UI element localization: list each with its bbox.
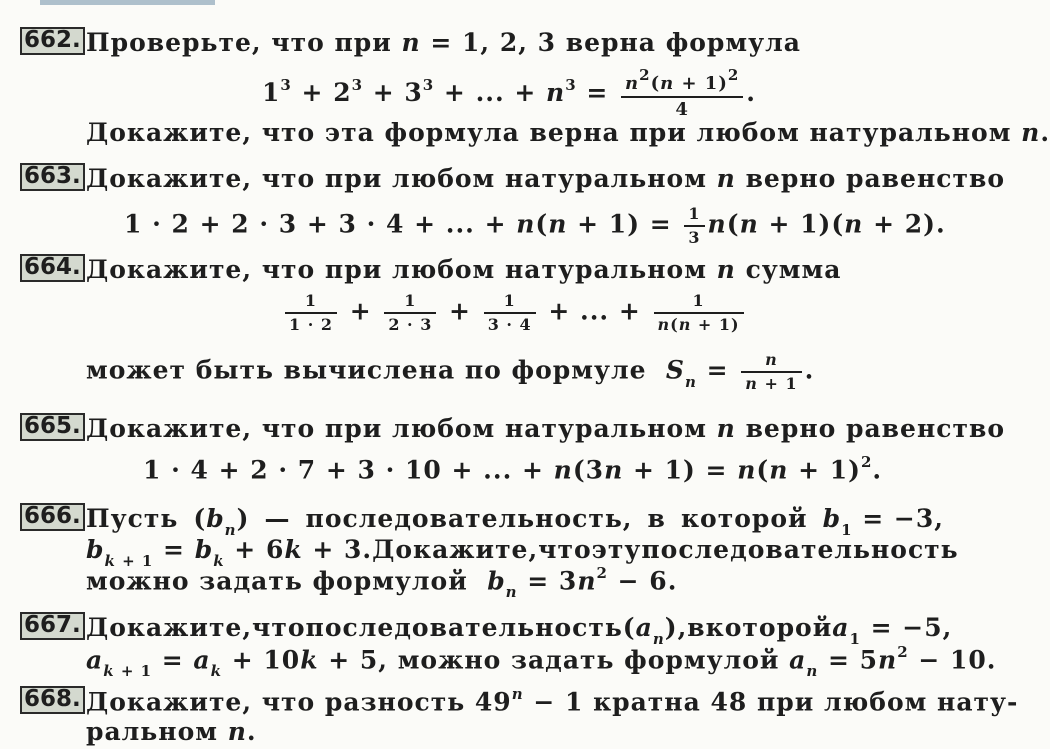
- formula-663: 1 · 2 + 2 · 3 + 3 · 4 + ... + n(n + 1) = $\frac{1}{3}$ n(n + 1)(n + 2).: [124, 204, 946, 247]
- problem-number-668: 668.: [20, 686, 85, 714]
- formula-665: 1 · 4 + 2 · 7 + 3 · 10 + ... + $n(3n + 1) = n(n + 1)^2$.: [143, 453, 883, 485]
- problem-number-667: 667.: [20, 612, 85, 640]
- problem-665-line-1: Докажите, что при любом натуральном n верно равенство: [86, 414, 1006, 443]
- problem-number-666: 666.: [20, 503, 85, 531]
- problem-662-line-1: Проверьте, что при n = 1, 2, 3 верна формула: [86, 28, 801, 57]
- problem-668-line-1: Докажите, что разность $49^n - 1$ кратна 48 при любом нату-: [86, 685, 1019, 717]
- problem-666-line-2: $b_{k + 1} = b_k + 6k + 3$. Докажите, что эту последовательность: [86, 535, 959, 570]
- problem-666-line-1: Пусть $(b_n)$ — последовательность, в которой $b_1 = -3$,: [86, 504, 944, 539]
- top-color-strip: [40, 0, 215, 5]
- problem-667-line-2: $a_{k + 1} = a_k + 10k + 5$, можно задать формулой $a_n = 5n^2 - 10$.: [86, 643, 997, 681]
- problem-664-line-3: может быть вычислена по формуле $S_n$ = $\frac{n}{n + 1}$ .: [86, 350, 815, 393]
- problem-number-662: 662.: [20, 27, 85, 55]
- problem-662-line-3: Докажите, что эта формула верна при любом натуральном n.: [86, 118, 1050, 147]
- problem-668-line-2: ральном n.: [86, 717, 257, 746]
- problem-666-line-3: можно задать формулой $b_n = 3n^2 - 6$.: [86, 564, 678, 602]
- problem-number-663: 663.: [20, 163, 85, 191]
- formula-664-sum: $\frac{1}{1 \cdot 2}$ + $\frac{1}{2 \cdot 3}$ + $\frac{1}{3 \cdot 4}$ + ... + $\frac{1}{n(n + 1)}$: [282, 293, 747, 333]
- problem-number-664: 664.: [20, 254, 85, 282]
- formula-662: $1^3 + 2^3 + 3^3$ + ... + $n^3$ = $\frac{n^2(n + 1)^2}{4}$ .: [262, 66, 756, 120]
- problem-number-665: 665.: [20, 413, 85, 441]
- problem-667-line-1: Докажите, что последовательность $(a_n)$, в которой $a_1 = -5$,: [86, 613, 953, 648]
- problem-664-line-1: Докажите, что при любом натуральном n сумма: [86, 255, 842, 284]
- problem-663-line-1: Докажите, что при любом натуральном n верно равенство: [86, 164, 1006, 193]
